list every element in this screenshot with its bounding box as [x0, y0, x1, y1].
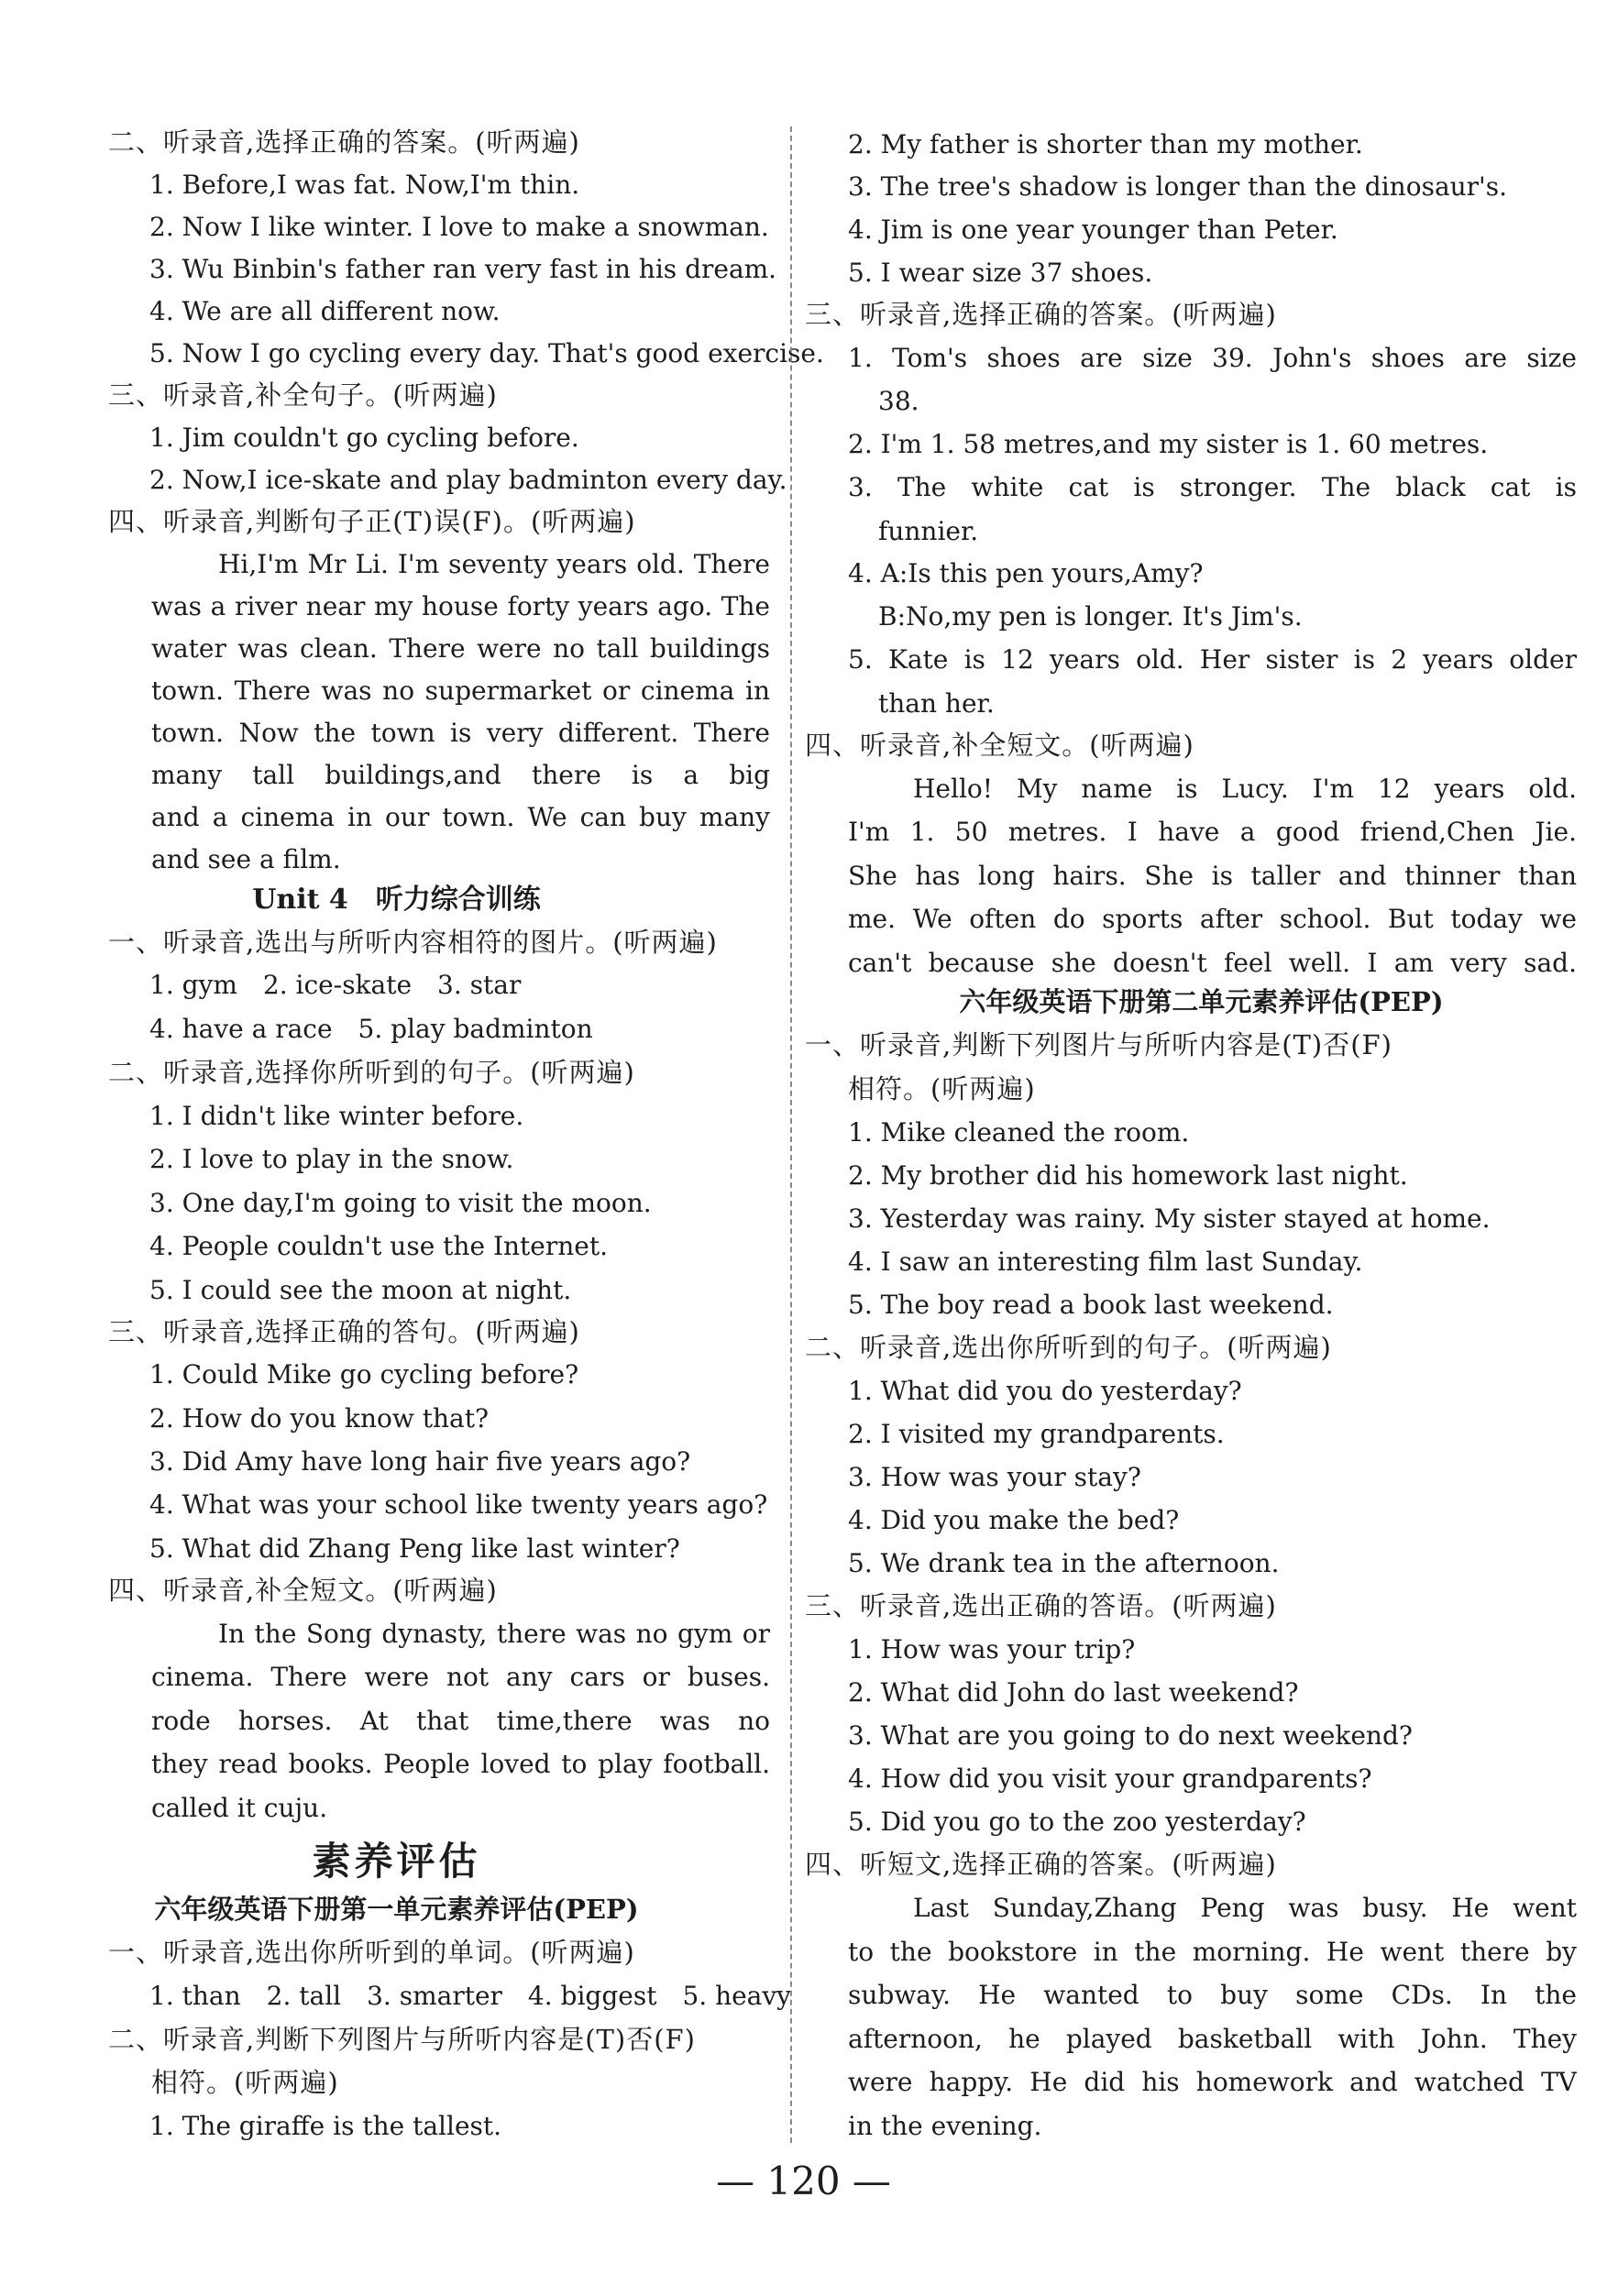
answer-line: 5. Did you go to the zoo yesterday?	[848, 1807, 1306, 1837]
answer-line: 3. Yesterday was rainy. My sister stayed at home.	[848, 1203, 1491, 1234]
page-number: — 120 —	[716, 2159, 891, 2203]
answer-line: 5. Now I go cycling every day. That's good exercise.	[149, 338, 824, 368]
answer-line: 1. Jim couldn't go cycling before.	[149, 423, 579, 453]
section-heading: 一、听录音,选出与所听内容相符的图片。(听两遍)	[108, 927, 718, 958]
answer-line-cont: B:No,my pen is longer. It's Jim's.	[878, 601, 1303, 632]
section-heading: 三、听录音,补全句子。(听两遍)	[108, 379, 498, 411]
section-heading: 二、听录音,选择你所听到的句子。(听两遍)	[108, 1057, 635, 1088]
answer-line: 3. The tree's shadow is longer than the dinosaur's.	[848, 171, 1508, 202]
assessment-title: 六年级英语下册第二单元素养评估(PEP)	[959, 986, 1444, 1017]
answer-line-cont: 38.	[878, 386, 919, 416]
answer-line: 3. One day,I'm going to visit the moon.	[149, 1188, 652, 1218]
paragraph-line: town. Now the town is very different. There	[151, 718, 770, 748]
answer-line: 3. What are you going to do next weekend?	[848, 1720, 1413, 1751]
answer-line: 2. How do you know that?	[149, 1403, 490, 1434]
paragraph-line: and see a film.	[151, 844, 341, 874]
answer-line: 3. How was your stay?	[848, 1462, 1141, 1492]
answer-line: 4. We are all different now.	[149, 296, 501, 326]
answer-line: 5. What did Zhang Peng like last winter?	[149, 1533, 680, 1564]
answer-line: 3. Did Amy have long hair five years ago?	[149, 1446, 691, 1477]
paragraph-line: to the bookstore in the morning. He went there by	[848, 1937, 1577, 1967]
column-divider	[790, 126, 792, 2143]
answer-line: 1. The giraffe is the tallest.	[149, 2111, 502, 2141]
answer-line: 2. My father is shorter than my mother.	[848, 129, 1363, 159]
answer-line: 2. I'm 1. 58 metres,and my sister is 1. 60 metres.	[848, 429, 1489, 459]
answer-line-cont: than her.	[878, 688, 995, 719]
paragraph-line: I'm 1. 50 metres. I have a good friend,Chen Jie.	[848, 817, 1577, 847]
paragraph-line: was a river near my house forty years ago. The	[151, 591, 770, 621]
answer-line: 3. The white cat is stronger. The black cat is	[848, 472, 1577, 502]
section-heading: 一、听录音,判断下列图片与所听内容是(T)否(F)	[805, 1029, 1392, 1060]
answer-line: 4. I saw an interesting film last Sunday.	[848, 1247, 1363, 1277]
answer-line: 4. have a race 5. play badminton	[149, 1014, 593, 1044]
paragraph-line: in the evening.	[848, 2111, 1042, 2141]
paragraph-line: Hello! My name is Lucy. I'm 12 years old.	[913, 774, 1577, 804]
paragraph-line: and a cinema in our town. We can buy many	[151, 802, 770, 832]
paragraph-line: town. There was no supermarket or cinema in	[151, 676, 770, 706]
chapter-title: 素养评估	[312, 1839, 481, 1884]
section-heading-cont: 相符。(听两遍)	[848, 1073, 1036, 1104]
paragraph-line: called it cuju.	[151, 1793, 328, 1823]
answer-line: 4. How did you visit your grandparents?	[848, 1763, 1372, 1794]
paragraph-line: many tall buildings,and there is a big	[151, 760, 770, 790]
answer-line: 3. Wu Binbin's father ran very fast in his dream.	[149, 254, 777, 284]
answer-line: 4. What was your school like twenty years ago?	[149, 1489, 768, 1520]
section-heading: 四、听录音,补全短文。(听两遍)	[805, 730, 1194, 761]
paragraph-line: She has long hairs. She is taller and thinner than	[848, 861, 1577, 891]
section-heading: 四、听录音,补全短文。(听两遍)	[108, 1575, 498, 1606]
paragraph-line: In the Song dynasty, there was no gym or	[218, 1619, 770, 1649]
paragraph-line: can't because she doesn't feel well. I am very sad.	[848, 948, 1577, 978]
section-heading: 二、听录音,判断下列图片与所听内容是(T)否(F)	[108, 2024, 696, 2055]
answer-line: 5. I wear size 37 shoes.	[848, 258, 1153, 288]
paragraph-line: subway. He wanted to buy some CDs. In the	[848, 1980, 1577, 2010]
answer-line: 5. We drank tea in the afternoon.	[848, 1548, 1280, 1578]
answer-line-cont: funnier.	[878, 516, 979, 546]
answer-line: 2. I visited my grandparents.	[848, 1419, 1225, 1449]
unit-title: Unit 4 听力综合训练	[252, 884, 541, 916]
answer-line: 5. Kate is 12 years old. Her sister is 2 years older	[848, 644, 1577, 675]
answer-line: 1. What did you do yesterday?	[848, 1376, 1242, 1406]
section-heading: 一、听录音,选出你所听到的单词。(听两遍)	[108, 1937, 635, 1968]
assessment-title: 六年级英语下册第一单元素养评估(PEP)	[154, 1894, 639, 1925]
paragraph-line: Last Sunday,Zhang Peng was busy. He went	[913, 1893, 1577, 1923]
answer-line: 5. I could see the moon at night.	[149, 1275, 572, 1305]
paragraph-line: rode horses. At that time,there was no	[151, 1706, 770, 1736]
paragraph-line: me. We often do sports after school. But today we	[848, 904, 1577, 934]
answer-line: 4. Did you make the bed?	[848, 1505, 1180, 1535]
section-heading: 四、听短文,选择正确的答案。(听两遍)	[805, 1849, 1277, 1880]
answer-line: 4. People couldn't use the Internet.	[149, 1231, 608, 1261]
answer-line: 1. Before,I was fat. Now,I'm thin.	[149, 170, 580, 200]
section-heading: 二、听录音,选出你所听到的句子。(听两遍)	[805, 1332, 1332, 1363]
answer-line: 1. I didn't like winter before.	[149, 1101, 524, 1131]
answer-line: 2. My brother did his homework last night.	[848, 1160, 1408, 1191]
answer-line: 2. Now I like winter. I love to make a snowman.	[149, 212, 769, 242]
answer-line: 4. Jim is one year younger than Peter.	[848, 214, 1338, 245]
answer-line: 2. What did John do last weekend?	[848, 1677, 1299, 1708]
answer-line: 1. gym 2. ice-skate 3. star	[149, 970, 522, 1000]
section-heading: 四、听录音,判断句子正(T)误(F)。(听两遍)	[108, 506, 636, 537]
paragraph-line: water was clean. There were no tall buildings	[151, 633, 770, 664]
paragraph-line: were happy. He did his homework and watched TV	[848, 2067, 1577, 2097]
paragraph-line: Hi,I'm Mr Li. I'm seventy years old. There	[218, 549, 770, 579]
answer-line: 2. I love to play in the snow.	[149, 1144, 514, 1174]
section-heading: 二、听录音,选择正确的答案。(听两遍)	[108, 126, 580, 158]
paragraph-line: afternoon, he played basketball with John. They	[848, 2024, 1577, 2054]
answer-line: 1. Could Mike go cycling before?	[149, 1359, 579, 1390]
section-heading: 三、听录音,选择正确的答句。(听两遍)	[108, 1316, 580, 1347]
answer-line: 1. Tom's shoes are size 39. John's shoes are size	[848, 343, 1577, 373]
paragraph-line: they read books. People loved to play football.	[151, 1749, 770, 1779]
answer-line: 4. A:Is this pen yours,Amy?	[848, 558, 1204, 588]
answer-line: 1. than 2. tall 3. smarter 4. biggest 5. heavy	[149, 1981, 792, 2011]
answer-line: 1. How was your trip?	[848, 1634, 1136, 1664]
section-heading: 三、听录音,选出正确的答语。(听两遍)	[805, 1590, 1277, 1621]
section-heading: 三、听录音,选择正确的答案。(听两遍)	[805, 299, 1277, 330]
answer-line: 1. Mike cleaned the room.	[848, 1117, 1190, 1148]
paragraph-line: cinema. There were not any cars or buses.	[151, 1662, 770, 1692]
answer-line: 5. The boy read a book last weekend.	[848, 1290, 1334, 1320]
section-heading-cont: 相符。(听两遍)	[151, 2067, 339, 2098]
answer-line: 2. Now,I ice-skate and play badminton every day.	[149, 465, 787, 495]
